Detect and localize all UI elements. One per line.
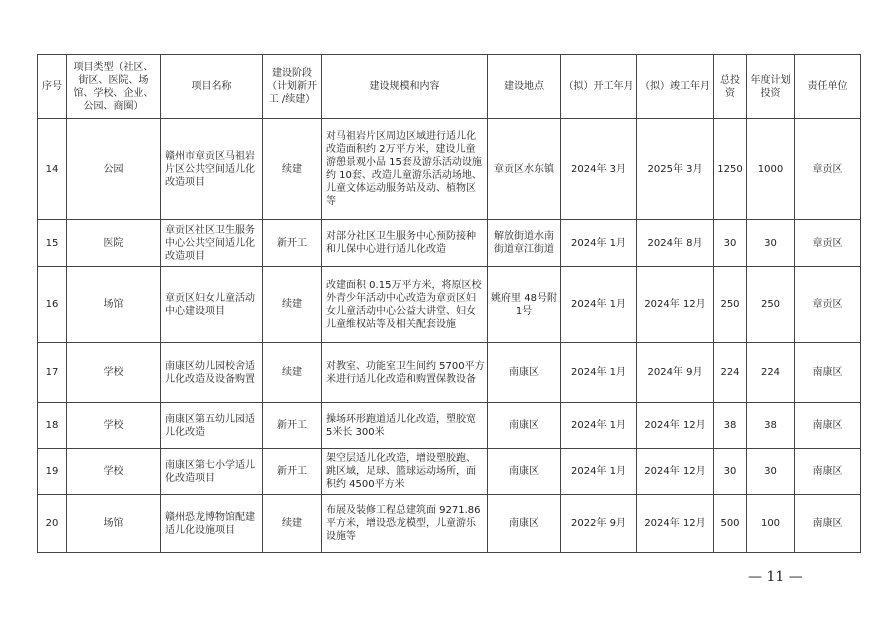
cell-annual: 30 bbox=[747, 449, 795, 495]
cell-annual: 224 bbox=[747, 343, 795, 403]
col-header-scope: 建设规模和内容 bbox=[322, 55, 488, 119]
cell-location: 南康区 bbox=[488, 449, 561, 495]
cell-stage: 新开工 bbox=[263, 449, 322, 495]
table-row bbox=[38, 403, 861, 449]
cell-start: 2024年 1月 bbox=[561, 343, 637, 403]
cell-total: 38 bbox=[714, 403, 747, 449]
cell-no: 17 bbox=[38, 343, 67, 403]
col-header-start: （拟）开工年月 bbox=[561, 55, 637, 119]
cell-stage: 续建 bbox=[263, 343, 322, 403]
cell-end: 2024年 12月 bbox=[637, 495, 714, 553]
cell-scope: 对马祖岩片区周边区域进行适儿化改造面积约 2万平方米，建设儿童游憩景观小品 15套及游乐活动设施约 10套、改造儿童游乐活动场地、儿童文体运动服务站及动、植物区等 bbox=[322, 119, 488, 220]
cell-annual: 30 bbox=[747, 220, 795, 267]
cell-unit: 章贡区 bbox=[795, 119, 861, 220]
cell-name: 南康区第七小学适儿化改造项目 bbox=[161, 449, 263, 495]
col-header-name: 项目名称 bbox=[161, 55, 263, 119]
cell-annual: 1000 bbox=[747, 119, 795, 220]
cell-no: 16 bbox=[38, 267, 67, 343]
table-row bbox=[38, 449, 861, 495]
cell-stage: 续建 bbox=[263, 267, 322, 343]
cell-end: 2024年 9月 bbox=[637, 343, 714, 403]
cell-start: 2024年 1月 bbox=[561, 267, 637, 343]
cell-no: 18 bbox=[38, 403, 67, 449]
cell-end: 2024年 8月 bbox=[637, 220, 714, 267]
cell-end: 2024年 12月 bbox=[637, 403, 714, 449]
table-row bbox=[38, 343, 861, 403]
cell-location: 南康区 bbox=[488, 403, 561, 449]
cell-total: 30 bbox=[714, 449, 747, 495]
cell-location: 南康区 bbox=[488, 343, 561, 403]
cell-type: 公园 bbox=[67, 119, 161, 220]
table-row bbox=[38, 119, 861, 220]
cell-start: 2024年 1月 bbox=[561, 220, 637, 267]
col-header-stage: 建设阶段（计划新开工 /续建） bbox=[263, 55, 322, 119]
cell-location: 解放街道水南街道章江街道 bbox=[488, 220, 561, 267]
cell-end: 2024年 12月 bbox=[637, 267, 714, 343]
cell-name: 南康区第五幼儿园适儿化改造 bbox=[161, 403, 263, 449]
cell-annual: 38 bbox=[747, 403, 795, 449]
cell-scope: 对部分社区卫生服务中心预防接种和儿保中心进行适儿化改造 bbox=[322, 220, 488, 267]
cell-location: 姚府里 48号附 1号 bbox=[488, 267, 561, 343]
cell-start: 2024年 1月 bbox=[561, 403, 637, 449]
cell-no: 20 bbox=[38, 495, 67, 553]
col-header-no: 序号 bbox=[38, 55, 67, 119]
cell-type: 学校 bbox=[67, 449, 161, 495]
col-header-location: 建设地点 bbox=[488, 55, 561, 119]
page-number: — 11 — bbox=[748, 569, 803, 585]
cell-end: 2024年 12月 bbox=[637, 449, 714, 495]
col-header-end: （拟）竣工年月 bbox=[637, 55, 714, 119]
cell-stage: 续建 bbox=[263, 119, 322, 220]
cell-name: 章贡区妇女儿童活动中心建设项目 bbox=[161, 267, 263, 343]
cell-unit: 章贡区 bbox=[795, 220, 861, 267]
project-table bbox=[37, 54, 861, 553]
cell-unit: 南康区 bbox=[795, 343, 861, 403]
cell-stage: 续建 bbox=[263, 495, 322, 553]
cell-unit: 南康区 bbox=[795, 449, 861, 495]
cell-no: 14 bbox=[38, 119, 67, 220]
cell-total: 1250 bbox=[714, 119, 747, 220]
cell-type: 场馆 bbox=[67, 267, 161, 343]
col-header-annual: 年度计划投资 bbox=[747, 55, 795, 119]
cell-location: 南康区 bbox=[488, 495, 561, 553]
cell-no: 19 bbox=[38, 449, 67, 495]
cell-stage: 新开工 bbox=[263, 403, 322, 449]
table-row bbox=[38, 267, 861, 343]
header-row bbox=[38, 55, 861, 119]
cell-start: 2022年 9月 bbox=[561, 495, 637, 553]
cell-type: 学校 bbox=[67, 403, 161, 449]
col-header-total: 总投资 bbox=[714, 55, 747, 119]
cell-scope: 对教室、功能室卫生间约 5700平方米进行适儿化改造和购置保教设备 bbox=[322, 343, 488, 403]
cell-total: 250 bbox=[714, 267, 747, 343]
cell-annual: 250 bbox=[747, 267, 795, 343]
cell-total: 500 bbox=[714, 495, 747, 553]
cell-location: 章贡区水东镇 bbox=[488, 119, 561, 220]
cell-name: 赣州市章贡区马祖岩片区公共空间适儿化改造项目 bbox=[161, 119, 263, 220]
cell-total: 224 bbox=[714, 343, 747, 403]
cell-scope: 操场环形跑道适儿化改造，塑胶宽 5米长 300米 bbox=[322, 403, 488, 449]
col-header-type: 项目类型（社区、街区、医院、场馆、学校、企业、公园、商圈） bbox=[67, 55, 161, 119]
cell-total: 30 bbox=[714, 220, 747, 267]
cell-scope: 架空层适儿化改造，增设塑胶跑、跳区域，足球、篮球运动场所，面积约 4500平方米 bbox=[322, 449, 488, 495]
table-row bbox=[38, 495, 861, 553]
cell-name: 章贡区社区卫生服务中心公共空间适儿化改造项目 bbox=[161, 220, 263, 267]
cell-unit: 南康区 bbox=[795, 403, 861, 449]
table-row bbox=[38, 220, 861, 267]
cell-end: 2025年 3月 bbox=[637, 119, 714, 220]
cell-type: 场馆 bbox=[67, 495, 161, 553]
col-header-unit: 责任单位 bbox=[795, 55, 861, 119]
cell-stage: 新开工 bbox=[263, 220, 322, 267]
cell-type: 学校 bbox=[67, 343, 161, 403]
cell-name: 赣州恐龙博物馆配建适儿化设施项目 bbox=[161, 495, 263, 553]
cell-scope: 布展及装修工程总建筑面 9271.86平方米，增设恐龙模型，儿童游乐设施等 bbox=[322, 495, 488, 553]
cell-no: 15 bbox=[38, 220, 67, 267]
cell-unit: 南康区 bbox=[795, 495, 861, 553]
cell-start: 2024年 1月 bbox=[561, 449, 637, 495]
cell-start: 2024年 3月 bbox=[561, 119, 637, 220]
cell-name: 南康区幼儿园校舍适儿化改造及设备购置 bbox=[161, 343, 263, 403]
cell-scope: 改建面积 0.15万平方米，将原区校外青少年活动中心改造为章贡区妇女儿童活动中心公益大讲堂、妇女儿童维权站等及相关配套设施 bbox=[322, 267, 488, 343]
cell-unit: 章贡区 bbox=[795, 267, 861, 343]
cell-annual: 100 bbox=[747, 495, 795, 553]
cell-type: 医院 bbox=[67, 220, 161, 267]
